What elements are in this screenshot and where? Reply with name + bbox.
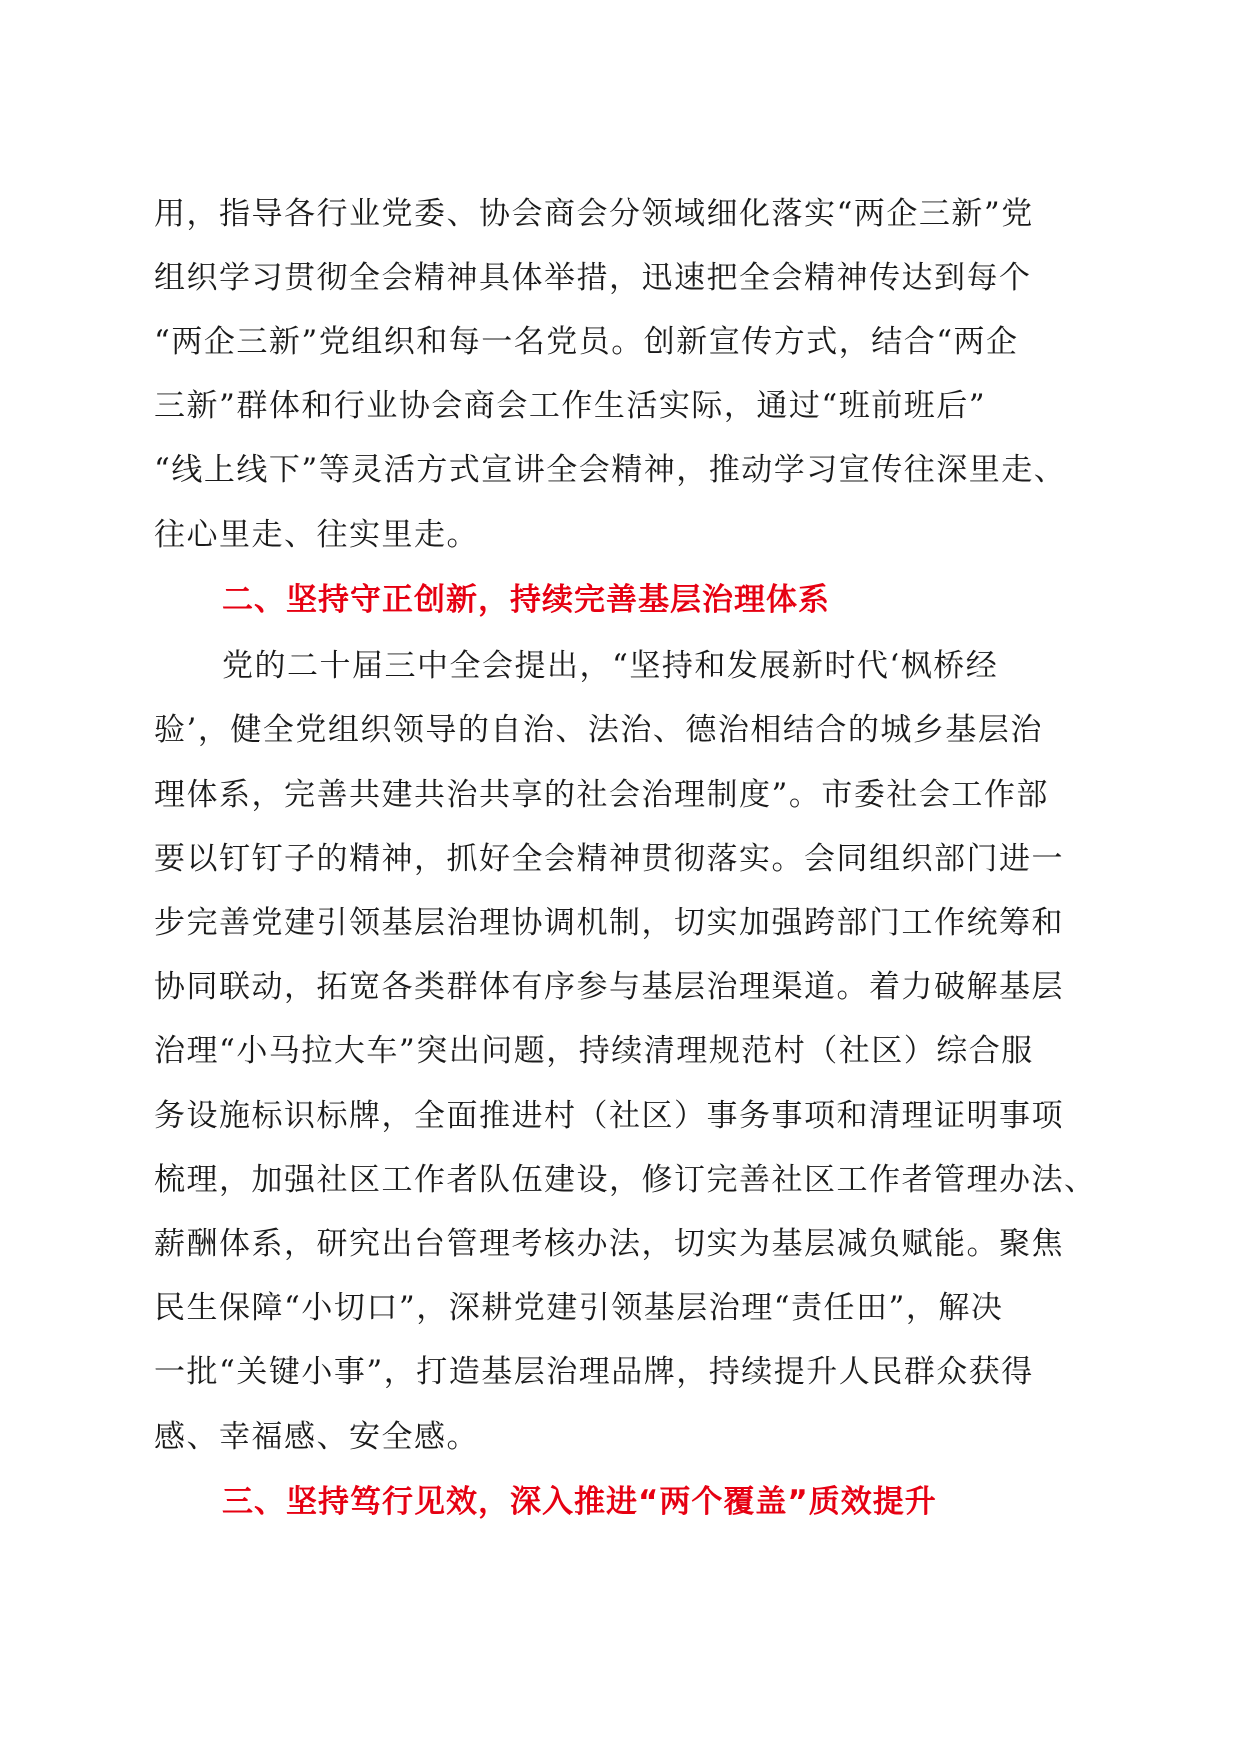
body-text-line: 梳理，加强社区工作者队伍建设，修订完善社区工作者管理办法、 bbox=[154, 1162, 1097, 1198]
body-text-line: 验’，健全党组织领导的自治、法治、德治相结合的城乡基层治 bbox=[154, 712, 1043, 748]
body-text-line: “两企三新”党组织和每一名党员。创新宣传方式，结合“两企 bbox=[154, 324, 1019, 360]
body-text-line: 治理“小马拉大车”突出问题，持续清理规范村（社区）综合服 bbox=[154, 1033, 1034, 1069]
body-text-line: 步完善党建引领基层治理协调机制，切实加强跨部门工作统筹和 bbox=[154, 905, 1064, 941]
body-text-line: 理体系，完善共建共治共享的社会治理制度”。市委社会工作部 bbox=[154, 777, 1049, 813]
body-text-line: 民生保障“小切口”，深耕党建引领基层治理“责任田”，解决 bbox=[154, 1290, 1004, 1326]
body-text-line: 往心里走、往实里走。 bbox=[154, 517, 479, 553]
body-text-line: 要以钉钉子的精神，抓好全会精神贯彻落实。会同组织部门进一 bbox=[154, 841, 1064, 877]
body-text-line: “线上线下”等灵活方式宣讲全会精神，推动学习宣传往深里走、 bbox=[154, 452, 1067, 488]
body-text-line: 党的二十届三中全会提出，“坚持和发展新时代‘枫桥经 bbox=[222, 648, 999, 684]
section-heading: 二、坚持守正创新，持续完善基层治理体系 bbox=[222, 582, 830, 618]
body-text-line: 务设施标识标牌，全面推进村（社区）事务事项和清理证明事项 bbox=[154, 1098, 1064, 1134]
body-text-line: 一批“关键小事”，打造基层治理品牌，持续提升人民群众获得 bbox=[154, 1354, 1034, 1390]
body-text-line: 三新”群体和行业协会商会工作生活实际，通过“班前班后” bbox=[154, 388, 987, 424]
body-text-line: 用，指导各行业党委、协会商会分领域细化落实“两企三新”党 bbox=[154, 196, 1034, 232]
body-text-line: 薪酬体系，研究出台管理考核办法，切实为基层减负赋能。聚焦 bbox=[154, 1226, 1064, 1262]
body-text-line: 组织学习贯彻全会精神具体举措，迅速把全会精神传达到每个 bbox=[154, 260, 1032, 296]
section-heading: 三、坚持笃行见效，深入推进“两个覆盖”质效提升 bbox=[222, 1484, 937, 1520]
body-text-line: 感、幸福感、安全感。 bbox=[154, 1419, 479, 1455]
body-text-line: 协同联动，拓宽各类群体有序参与基层治理渠道。着力破解基层 bbox=[154, 969, 1064, 1005]
